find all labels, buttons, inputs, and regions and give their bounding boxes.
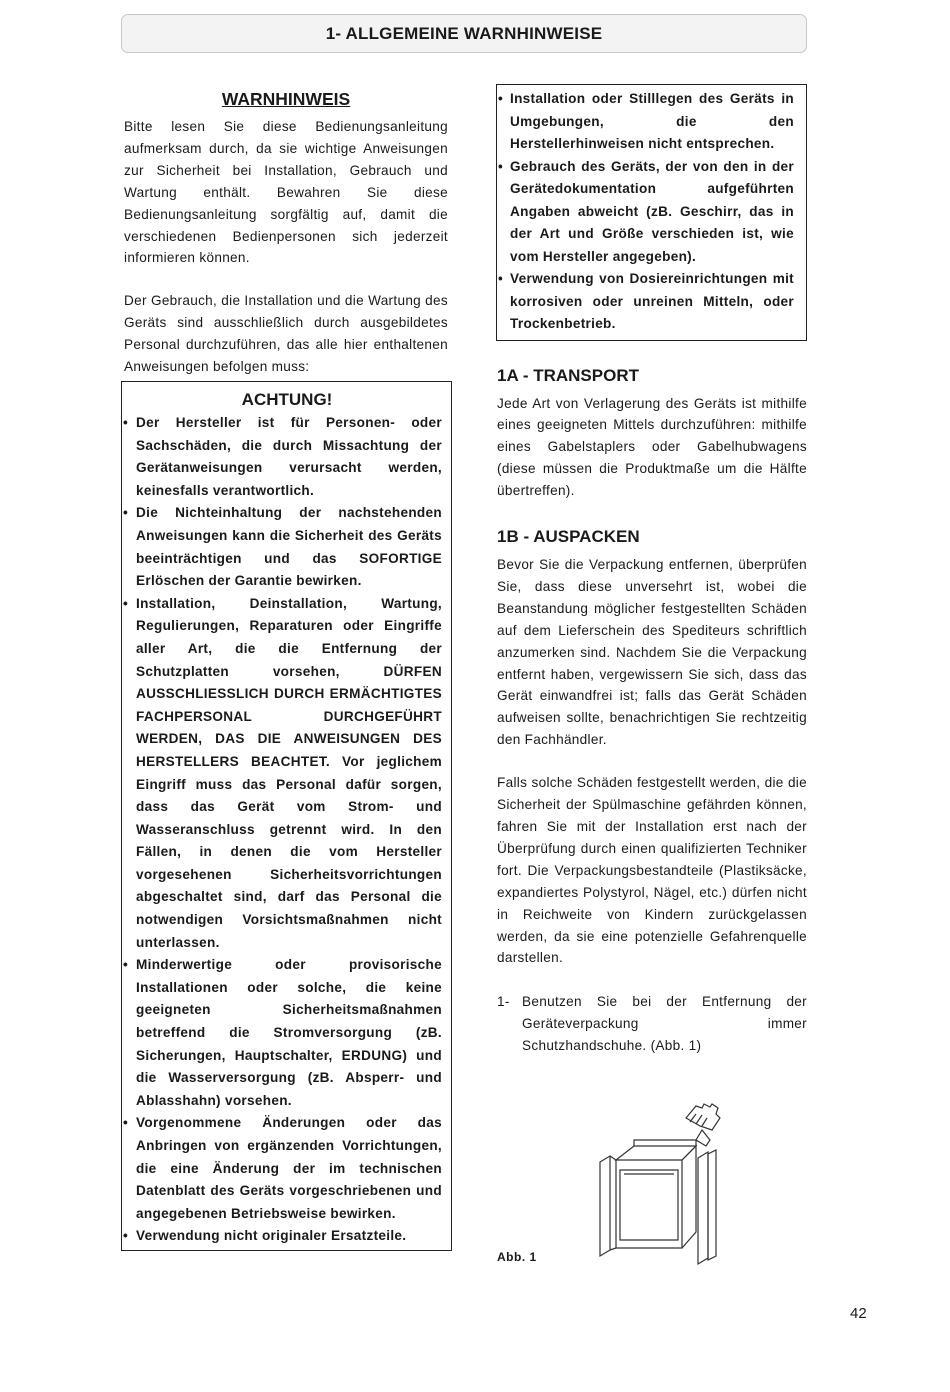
list-item (122, 593, 442, 955)
list-item-text: Die Nichteinhaltung der nachstehenden Anweisungen kann die Sicherheit des Geräts beeinträchtigen und das SOFORTIGE Erlöschen der Garantie bewirken. (136, 505, 442, 589)
list-item (497, 268, 794, 336)
bullet-icon: • (123, 505, 129, 521)
bullet-icon: • (498, 158, 504, 174)
transport-paragraph: Jede Art von Verlagerung des Geräts ist mithilfe eines geeigneten Mittels durchzuführen: mithilfe eines Gabelstaplers oder Gabelhubwagens (diese müssen die Produktmaße um die Hälfte übertreffen). (497, 395, 807, 499)
corner-protector-icon (600, 1150, 716, 1264)
dishwasher-packaging-drawing (590, 1100, 740, 1270)
list-item-text: Verwendung von Dosiereinrichtungen mit korrosiven oder unreinen Mitteln, oder Trockenbetrieb. (510, 271, 794, 331)
personnel-paragraph: Der Gebrauch, die Installation und die Wartung des Geräts sind ausschließlich durch ausgebildetes Personal durchzuführen, das alle hier enthaltenen Anweisungen befolgen muss: (124, 293, 448, 375)
bullet-icon: • (123, 1228, 129, 1244)
list-item (497, 156, 794, 269)
left-column (124, 88, 448, 378)
figure-caption: Abb. 1 (497, 1250, 537, 1264)
right-column (497, 84, 807, 1057)
page-number: 42 (850, 1305, 867, 1322)
list-item-text: Vorgenommene Änderungen oder das Anbringen von ergänzenden Vorrichtungen, die eine Änderung der im technischen Datenblatt des Geräts vorgeschriebenen und angegebenen Betriebsweise bewirken. (136, 1115, 442, 1221)
warning-heading: WARNHINWEIS (221, 89, 351, 109)
list-item (122, 412, 442, 502)
bullet-icon: • (123, 957, 129, 973)
continued-list (497, 88, 794, 336)
step-number: 1- (497, 994, 510, 1010)
attention-title: ACHTUNG! (241, 390, 333, 409)
list-item (497, 88, 794, 156)
list-item (122, 1225, 442, 1248)
intro-paragraph: Bitte lesen Sie diese Bedienungsanleitung aufmerksam durch, da sie wichtige Anweisungen zur Sicherheit bei Installation, Gebrauch und Wartung enthält. Bewahren Sie diese Bedienungsanleitung sorgfältig auf, damit die verschiedenen Bedienpersonen sich jederzeit informieren können. (124, 119, 448, 266)
bullet-icon: • (498, 91, 504, 106)
bullet-icon: • (123, 595, 129, 611)
list-item (122, 954, 442, 1112)
list-item-text: Minderwertige oder provisorische Installationen oder solche, die keine geeigneten Sicherheitsmaßnahmen betreffend die Stromversorgung (zB. Sicherungen, Hauptschalter, ERDUNG) und die Wasserversorgung (zB. Absperr- und Ablasshahn) vorsehen. (136, 957, 442, 1108)
list-item-text: Installation, Deinstallation, Wartung, Regulierungen, Reparaturen oder Eingriffe aller Art, die die Entfernung der Schutzplatten vorsehen, DÜRFEN AUSSCHLIESSLICH DURCH ERMÄCHTIGTES FACHPERSONAL DURCHGEFÜHRT WERDEN, DAS DIE ANWEISUNGEN DES HERSTELLERS BEACHTET. Vor jeglichem Eingriff muss das Personal dafür sorgen, dass das Gerät vom Strom- und Wasseranschluss getrennt wird. In den Fällen, in denen die vom Hersteller vorgesehenen Sicherheitsvorrichtungen abgeschaltet sind, darf das Personal die notwendigen Vorsichtsmaßnahmen nicht unterlassen. (136, 595, 442, 950)
unpacking-paragraph: Bevor Sie die Verpackung entfernen, überprüfen Sie, dass diese unversehrt ist, wobei die Beanstandung möglicher festgestellten Schäden auf dem Lieferschein des Spediteurs schriftlich anzumerken sind. Nachdem Sie die Verpackung entfernt haben, vergewissern Sie sich, dass das Gerät einwandfrei ist; falls das Gerät Schäden aufweisen sollte, benachrichtigen Sie rechtzeitig den Fachhändler. (497, 557, 807, 748)
bullet-icon: • (498, 271, 504, 286)
unpacking-heading: 1B - AUSPACKEN (497, 527, 640, 547)
list-item-text: Installation oder Stilllegen des Geräts in Umgebungen, die den Herstellerhinweisen nicht entsprechen. (510, 91, 794, 151)
list-item-text: Verwendung nicht originaler Ersatzteile. (136, 1228, 407, 1244)
transport-heading: 1A - TRANSPORT (497, 365, 639, 385)
list-item (122, 502, 442, 592)
bullet-icon: • (123, 415, 129, 430)
unpacking-illustration (590, 1100, 740, 1270)
attention-box (121, 381, 452, 1251)
damage-paragraph: Falls solche Schäden festgestellt werden, die die Sicherheit der Spülmaschine gefährden können, fahren Sie mit der Installation erst nach der Überprüfung durch einen qualifizierten Techniker fort. Die Verpackungsbestandteile (Plastiksäcke, expandiertes Polystyrol, Nägel, etc.) dürfen nicht in Reichweite von Kindern zurückgelassen werden, da sie eine potenzielle Gefahrenquelle darstellen. (497, 775, 807, 966)
section-header (121, 14, 807, 53)
dishwasher-icon (616, 1140, 696, 1248)
bullet-icon: • (123, 1115, 129, 1131)
step-item (497, 991, 807, 1057)
list-item-text: Der Hersteller ist für Personen- oder Sachschäden, die durch Missachtung der Gerätanweisungen verursacht werden, keinesfalls verantwortlich. (136, 415, 442, 498)
continued-warning-box (496, 84, 807, 341)
step-text: Benutzen Sie bei der Entfernung der Geräteverpackung immer Schutzhandschuhe. (Abb. 1) (522, 994, 807, 1054)
attention-list (122, 412, 442, 1248)
list-item (122, 1112, 442, 1225)
section-title: 1- ALLGEMEINE WARNHINWEISE (325, 24, 603, 43)
list-item-text: Gebrauch des Geräts, der von den in der Gerätedokumentation aufgeführten Angaben abweicht (zB. Geschirr, das in der Art und Größe verschieden ist, wie vom Hersteller angegeben). (510, 158, 794, 264)
